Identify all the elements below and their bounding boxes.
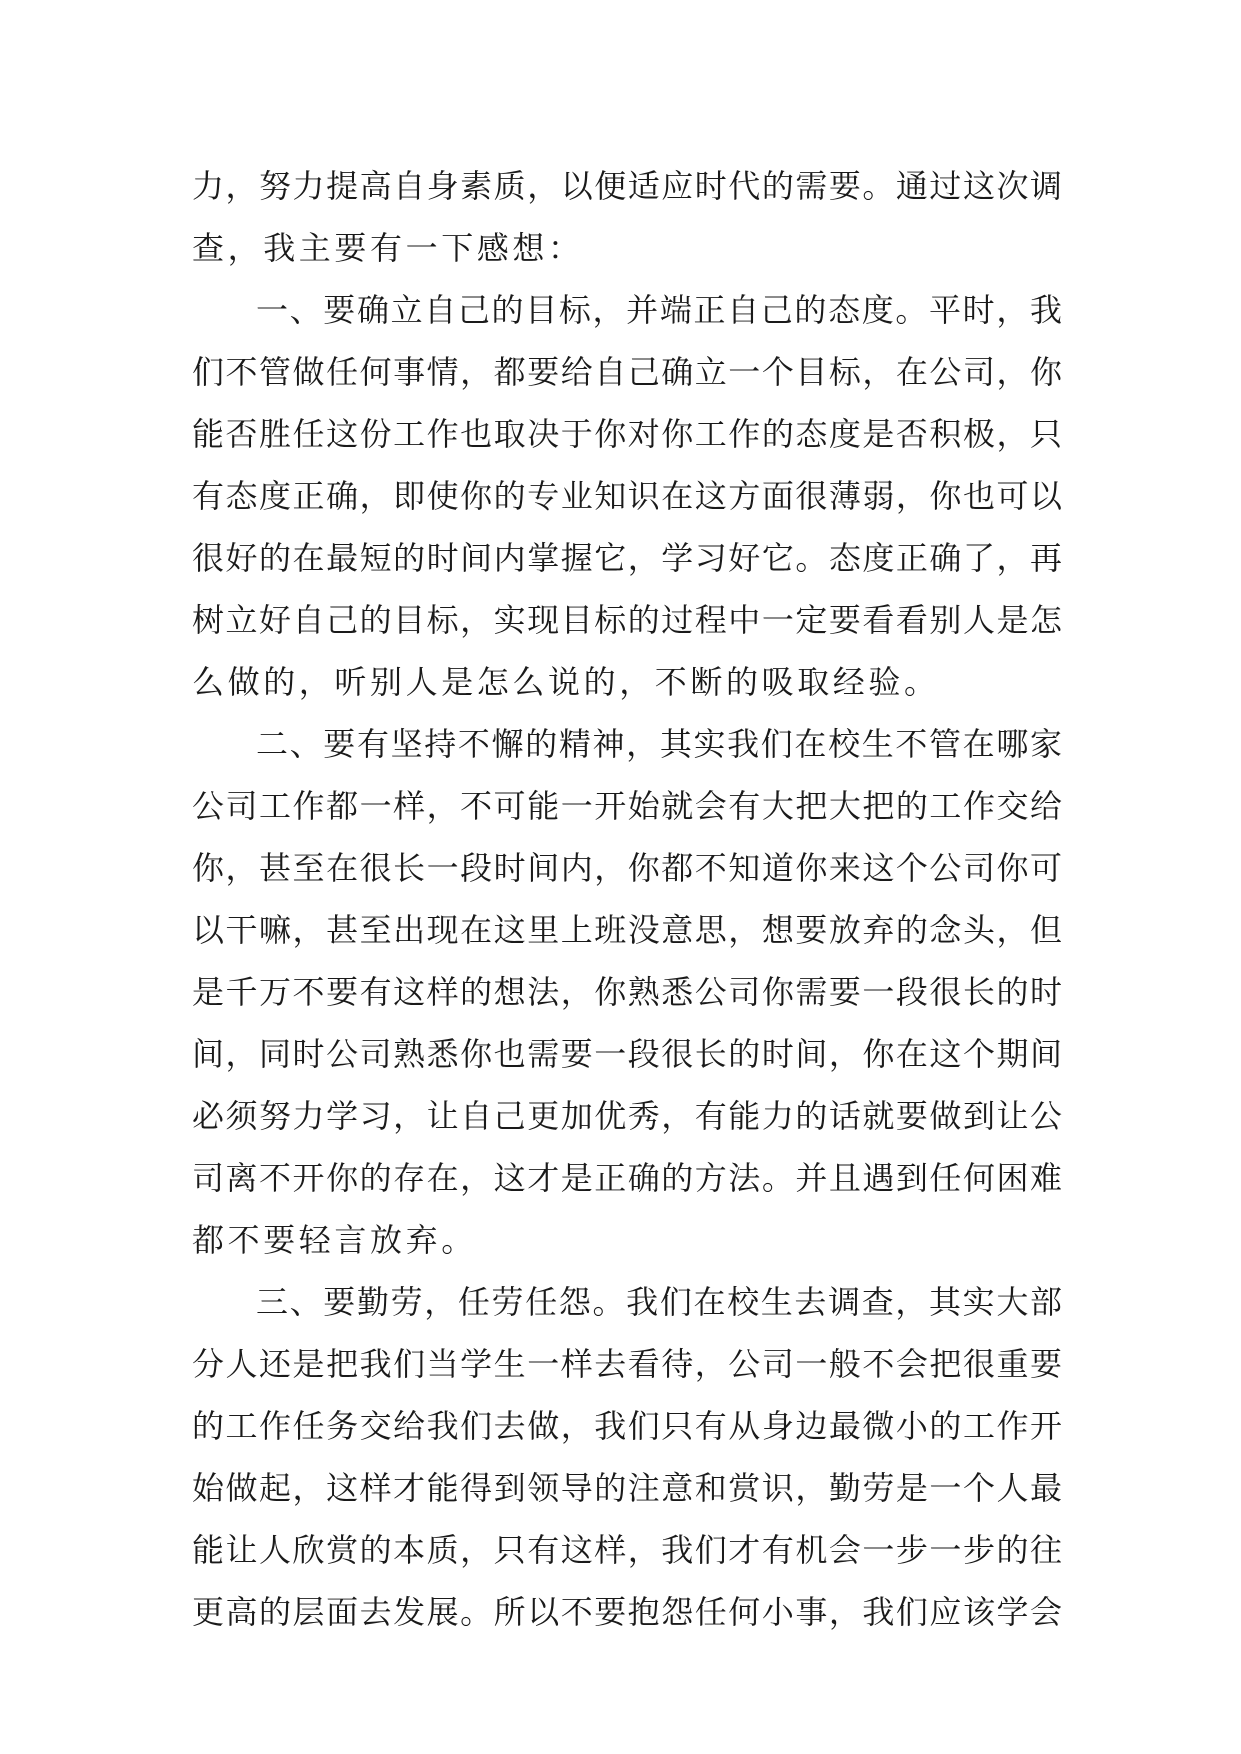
text-line: 能否胜任这份工作也取决于你对你工作的态度是否积极，只 <box>192 415 1062 453</box>
text-line: 司离不开你的存在，这才是正确的方法。并且遇到任何困难 <box>192 1159 1062 1197</box>
text-line: 是千万不要有这样的想法，你熟悉公司你需要一段很长的时 <box>192 973 1062 1011</box>
text-line: 必须努力学习，让自己更加优秀，有能力的话就要做到让公 <box>192 1097 1062 1135</box>
text-line: 查，我主要有一下感想： <box>192 229 584 267</box>
paragraph-first-line: 三、要勤劳，任劳任怨。我们在校生去调查，其实大部 <box>256 1283 1062 1321</box>
text-line: 公司工作都一样，不可能一开始就会有大把大把的工作交给 <box>192 787 1062 825</box>
text-line: 树立好自己的目标，实现目标的过程中一定要看看别人是怎 <box>192 601 1062 639</box>
text-line: 间，同时公司熟悉你也需要一段很长的时间，你在这个期间 <box>192 1035 1062 1073</box>
text-line: 以干嘛，甚至出现在这里上班没意思，想要放弃的念头，但 <box>192 911 1062 949</box>
paragraph-first-line: 二、要有坚持不懈的精神，其实我们在校生不管在哪家 <box>256 725 1062 763</box>
text-line: 你，甚至在很长一段时间内，你都不知道你来这个公司你可 <box>192 849 1062 887</box>
text-line: 力，努力提高自身素质，以便适应时代的需要。通过这次调 <box>192 167 1062 205</box>
text-line: 始做起，这样才能得到领导的注意和赏识，勤劳是一个人最 <box>192 1469 1062 1507</box>
text-line: 有态度正确，即使你的专业知识在这方面很薄弱，你也可以 <box>192 477 1062 515</box>
text-line: 的工作任务交给我们去做，我们只有从身边最微小的工作开 <box>192 1407 1062 1445</box>
text-line: 分人还是把我们当学生一样去看待，公司一般不会把很重要 <box>192 1345 1062 1383</box>
text-line: 都不要轻言放弃。 <box>192 1221 477 1259</box>
text-line: 能让人欣赏的本质，只有这样，我们才有机会一步一步的往 <box>192 1531 1062 1569</box>
text-line: 们不管做任何事情，都要给自己确立一个目标，在公司，你 <box>192 353 1062 391</box>
text-line: 很好的在最短的时间内掌握它，学习好它。态度正确了，再 <box>192 539 1062 577</box>
text-line: 么做的，听别人是怎么说的，不断的吸取经验。 <box>192 663 940 701</box>
paragraph-first-line: 一、要确立自己的目标，并端正自己的态度。平时，我 <box>256 291 1062 329</box>
text-line: 更高的层面去发展。所以不要抱怨任何小事，我们应该学会 <box>192 1593 1062 1631</box>
